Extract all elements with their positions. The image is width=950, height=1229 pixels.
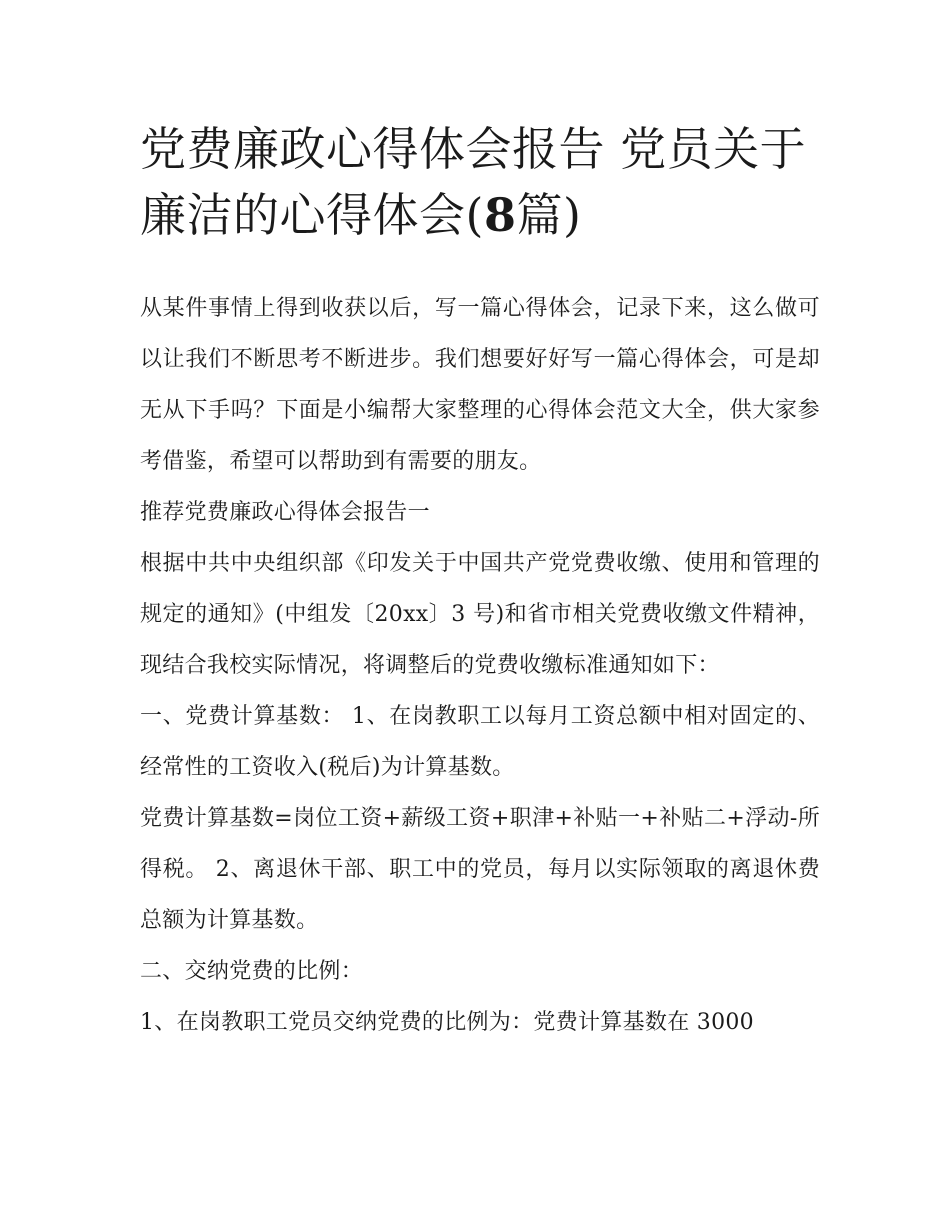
ratio-paragraph: 1、在岗教职工党员交纳党费的比例为：党费计算基数在 3000 — [140, 1010, 754, 1035]
formula-paragraph: 党费计算基数=岗位工资+薪级工资+职津+补贴一+补贴二+浮动-所得税。 2、离退休干部、职工中的党员，每月以实际领取的离退休费总额为计算基数。 — [140, 806, 820, 933]
notice-paragraph: 根据中共中央组织部《印发关于中国共产党党费收缴、使用和管理的规定的通知》(中组发〔20xx〕3 号)和省市相关党费收缴文件精神，现结合我校实际情况，将调整后的党费收缴标准通知如下： — [140, 551, 820, 678]
document-title — [140, 116, 820, 248]
title-count: 8 — [483, 188, 517, 242]
title-text: 党费廉政心得体会报告 党员关于廉洁的心得体会( — [140, 122, 807, 242]
document-body — [140, 283, 820, 1048]
intro-paragraph: 从某件事情上得到收获以后，写一篇心得体会，记录下来，这么做可以让我们不断思考不断进步。我们想要好好写一篇心得体会，可是却无从下手吗？下面是小编帮大家整理的心得体会范文大全，供大家参考借鉴，希望可以帮助到有需要的朋友。 — [140, 296, 820, 474]
section-heading: 推荐党费廉政心得体会报告一 — [140, 500, 430, 525]
title-suffix: 篇) — [516, 188, 582, 242]
ratio-heading: 二、交纳党费的比例： — [140, 959, 364, 984]
calculation-base-paragraph: 一、党费计算基数： 1、在岗教职工以每月工资总额中相对固定的、经常性的工资收入(税后)为计算基数。 — [140, 704, 820, 780]
